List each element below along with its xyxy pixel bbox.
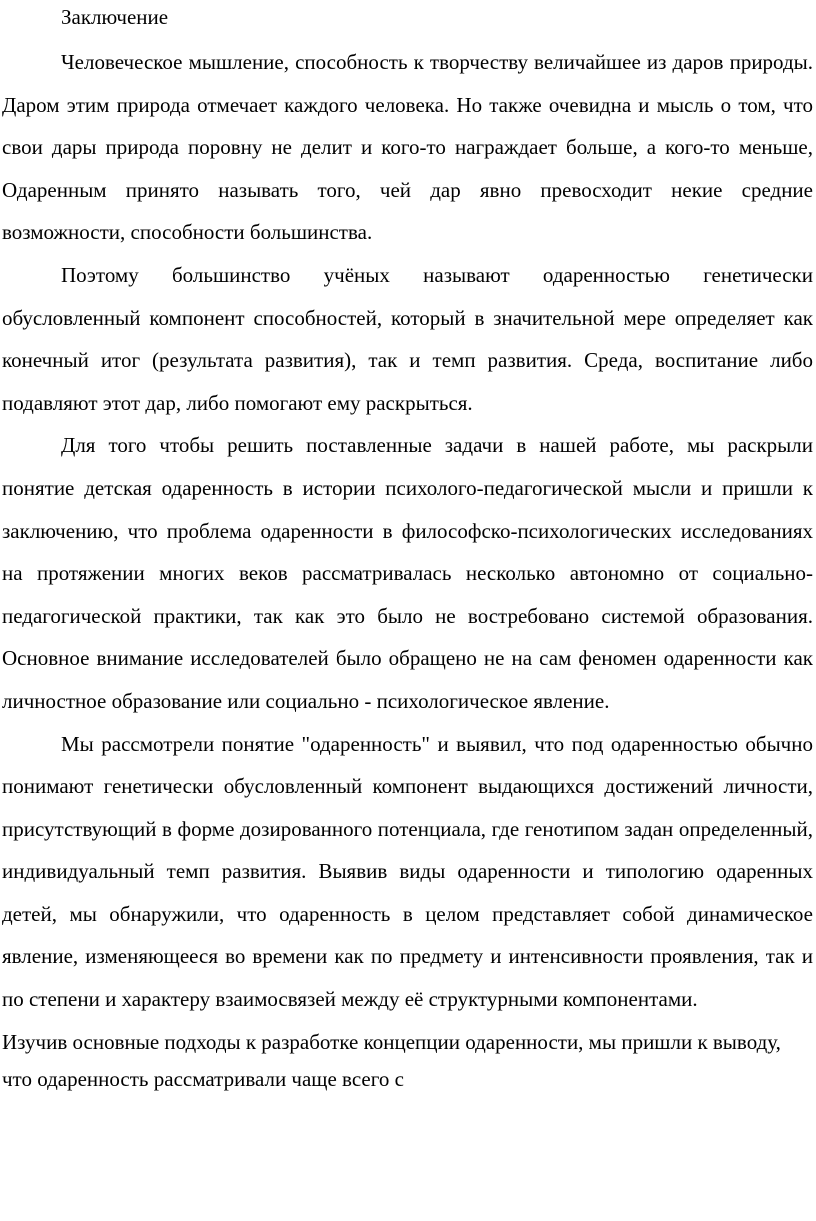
paragraph-5: Изучив основные подходы к разработке концепции одаренности, мы пришли к выводу, что одаренность рассматривали чаще всего с bbox=[2, 1029, 781, 1091]
document-body bbox=[2, 41, 813, 1098]
paragraph-2: Поэтому большинство учёных называют одаренностью генетически обусловленный компонент способностей, который в значительной мере определяет как конечный итог (результата развития), так и темп развития. Среда, воспитание либо подавляют этот дар, либо помогают ему раскрыться. bbox=[2, 262, 813, 415]
paragraph-1: Человеческое мышление, способность к творчеству величайшее из даров природы. Даром этим природа отмечает каждого человека. Но также очевидна и мысль о том, что свои дары природа поровну не делит и кого-то награждает больше, а кого-то меньше, Одаренным принято называть того, чей дар явно превосходит некие средние возможности, способности большинства. bbox=[2, 50, 813, 245]
paragraph-4: Мы рассмотрели понятие "одаренность" и выявил, что под одаренностью обычно понимают генетически обусловленный компонент выдающихся достижений личности, присутствующий в форме дозированного потенциала, где генотипом задан определенный, индивидуальный темп развития. Выявив виды одаренности и типологию одаренных детей, мы обнаружили, что одаренность в целом представляет собой динамическое явление, изменяющееся во времени как по предмету и интенсивности проявления, так и по степени и характеру взаимосвязей между её структурными компонентами. bbox=[2, 731, 813, 1012]
section-heading: Заключение bbox=[61, 5, 169, 29]
paragraph-3: Для того чтобы решить поставленные задачи в нашей работе, мы раскрыли понятие детская одаренность в истории психолого-педагогической мысли и пришли к заключению, что проблема одаренности в философско-психологических исследованиях на протяжении многих веков рассматривалась несколько автономно от социально-педагогической практики, так как это было не востребовано системой образования. Основное внимание исследователей было обращено не на сам феномен одаренности как личностное образование или социально - психологическое явление. bbox=[2, 433, 813, 713]
